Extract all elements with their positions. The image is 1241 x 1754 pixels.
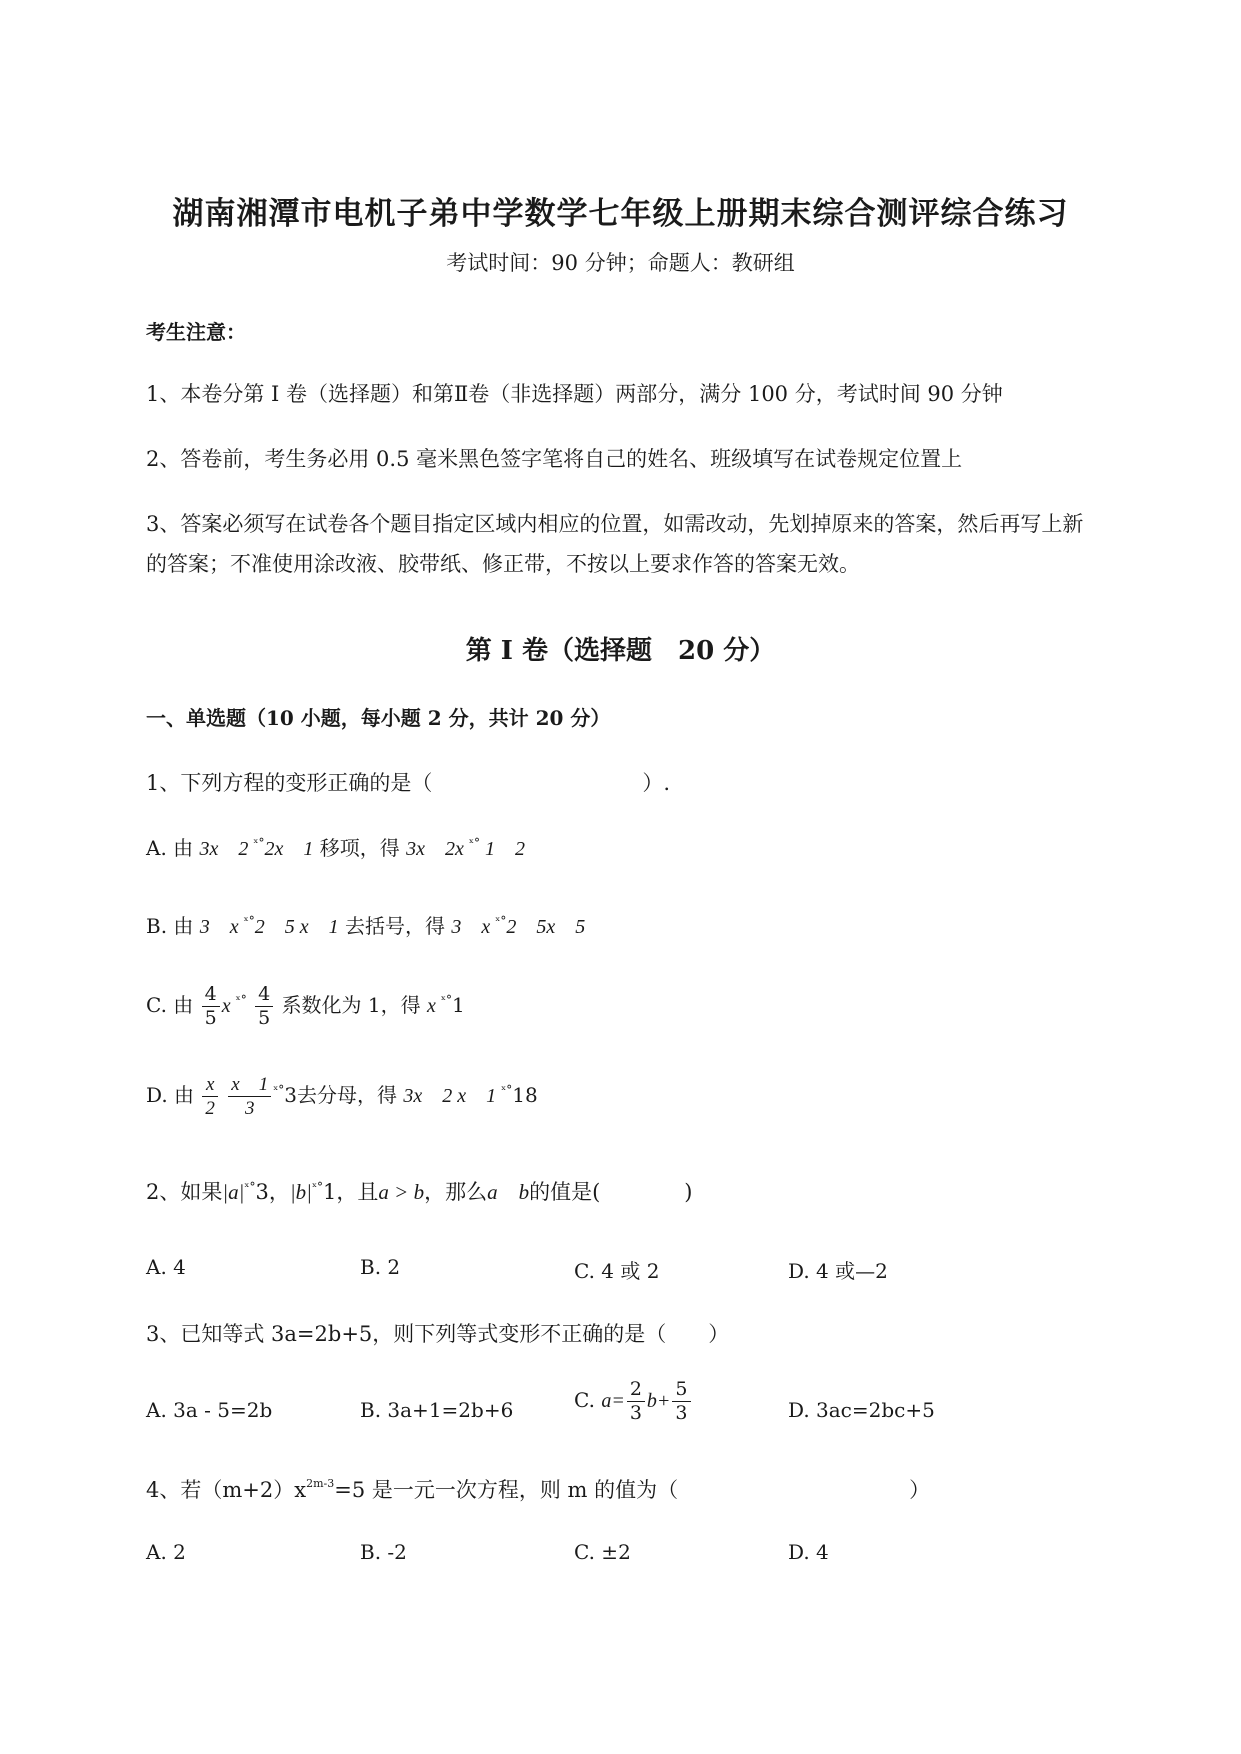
notice-item-3-line-2: 的答案；不准使用涂改液、胶带纸、修正带，不按以上要求作答的答案无效。 (146, 552, 860, 576)
equals-mark: ˣ° (253, 836, 265, 850)
question-1-stem: 1、下列方程的变形正确的是（ ）. (146, 771, 671, 795)
page-title: 湖南湘潭市电机子弟中学数学七年级上册期末综合测评综合练习 (172, 196, 1069, 232)
question-3-stem: 3、已知等式 3a=2b+5，则下列等式变形不正确的是（ ） (146, 1322, 730, 1346)
fraction-four-fifths: $\frac{4}{5}$ (202, 985, 220, 1028)
section-title: 第 I 卷（选择题 20 分） (465, 636, 776, 666)
equals-mark: ˣ° (468, 836, 480, 850)
equals-mark: ˣ° (501, 1083, 513, 1097)
option-a-expr-1: 3x 2 (199, 838, 254, 860)
question-2-option-a: A. 4 (146, 1255, 186, 1279)
option-c-b: b+ (646, 1390, 671, 1412)
question-2-stem-post: ，那么 (424, 1180, 488, 1204)
question-4-option-d: D. 4 (788, 1540, 829, 1564)
option-c-prefix: C. (574, 1388, 595, 1412)
notice-item-1: 1、本卷分第 I 卷（选择题）和第Ⅱ卷（非选择题）两部分，满分 100 分，考试时间 90 分钟 (146, 382, 1003, 406)
equals-mark: ˣ° (244, 1180, 256, 1194)
equals-mark: ˣ° (495, 914, 507, 928)
equals-mark: ˣ° (311, 1180, 324, 1194)
question-2-option-b: B. 2 (360, 1255, 401, 1279)
abs-a: |a| (222, 1180, 245, 1204)
option-a-expr-2: 2x 1 (264, 838, 314, 860)
equals-mark: ˣ° (243, 914, 255, 928)
question-3-option-a: A. 3a - 5=2b (146, 1398, 273, 1422)
option-a-expr-3: 3x 2x (406, 838, 469, 860)
fraction-two-thirds: $\frac{2}{3}$ (627, 1380, 645, 1423)
question-1-option-d (146, 1075, 538, 1118)
option-b-mid: 去括号，得 (345, 914, 446, 938)
question-2-stem-end: 的值是( ) (529, 1180, 693, 1204)
option-b-expr-2: 2 5 x 1 (254, 916, 339, 938)
option-c-x: x (221, 995, 236, 1017)
equals-mark: ˣ° (440, 993, 452, 1007)
option-a-prefix: A. 由 (146, 836, 194, 860)
option-d-mid: 去分母，得 (297, 1083, 398, 1107)
question-1-option-c (146, 985, 465, 1028)
condition: a > b (378, 1180, 425, 1204)
question-1-option-a (146, 832, 525, 861)
abs-b: |b| (289, 1180, 312, 1204)
exponent: 2m-3 (306, 1477, 335, 1490)
option-b-expr-4: 2 5x 5 (506, 916, 586, 938)
option-c-a: a= (601, 1390, 625, 1412)
option-c-prefix: C. 由 (146, 993, 194, 1017)
question-3-option-c (574, 1380, 693, 1423)
question-2-option-d: D. 4 或—2 (788, 1259, 888, 1283)
option-d-three: 3 (284, 1083, 298, 1107)
question-4-stem-post: =5 是一元一次方程，则 m 的值为（ ） (334, 1478, 931, 1502)
question-2-stem (146, 1176, 692, 1206)
question-2-option-c: C. 4 或 2 (574, 1259, 660, 1283)
option-c-mid: 系数化为 1，得 (281, 993, 421, 1017)
question-1-option-b (146, 910, 585, 939)
notice-item-2: 2、答卷前，考生务必用 0.5 毫米黑色签字笔将自己的姓名、班级填写在试卷规定位置上 (146, 447, 963, 471)
option-b-expr-3: 3 x (451, 916, 496, 938)
notice-item-3-line-1: 3、答案必须写在试卷各个题目指定区域内相应的位置，如需改动，先划掉原来的答案，然后再写上新 (146, 512, 1084, 536)
notice-heading: 考生注意： (146, 320, 246, 344)
fraction-x-over-2: $\frac{x}{2}$ (202, 1075, 218, 1118)
question-2-stem-pre: 2、如果 (146, 1180, 223, 1204)
equals-mark: ˣ° (273, 1083, 285, 1097)
fraction-five-thirds: $\frac{5}{3}$ (672, 1380, 690, 1423)
question-4-option-a: A. 2 (146, 1540, 186, 1564)
fraction-four-fifths: $\frac{4}{5}$ (255, 985, 273, 1028)
option-d-end: 18 (512, 1083, 538, 1107)
option-c-expr: x (427, 995, 441, 1017)
question-4-option-c: C. ±2 (574, 1540, 631, 1564)
question-4-stem-pre: 4、若（m+2）x (146, 1478, 307, 1502)
option-b-expr-1: 3 x (199, 916, 244, 938)
question-3-option-b: B. 3a+1=2b+6 (360, 1398, 514, 1422)
option-b-prefix: B. 由 (146, 914, 194, 938)
fraction-x-minus-1-over-3: $\frac{x 1}{3}$ (228, 1075, 271, 1118)
value-a: 3， (255, 1180, 290, 1204)
subsection-title: 一、单选题（10 小题，每小题 2 分，共计 20 分） (146, 706, 611, 730)
expression: a b (487, 1180, 530, 1204)
question-3-option-d: D. 3ac=2bc+5 (788, 1398, 935, 1422)
option-a-mid: 移项，得 (319, 836, 400, 860)
question-4-option-b: B. -2 (360, 1540, 407, 1564)
question-4-stem (146, 1474, 930, 1504)
option-c-one: 1 (452, 993, 465, 1017)
option-d-expr: 3x 2 x 1 (403, 1085, 502, 1107)
option-d-prefix: D. 由 (146, 1083, 195, 1107)
option-a-expr-4: 1 2 (479, 838, 525, 860)
exam-info: 考试时间：90 分钟；命题人：教研组 (446, 251, 795, 275)
value-b: 1，且 (323, 1180, 379, 1204)
equals-mark: ˣ° (235, 993, 247, 1007)
